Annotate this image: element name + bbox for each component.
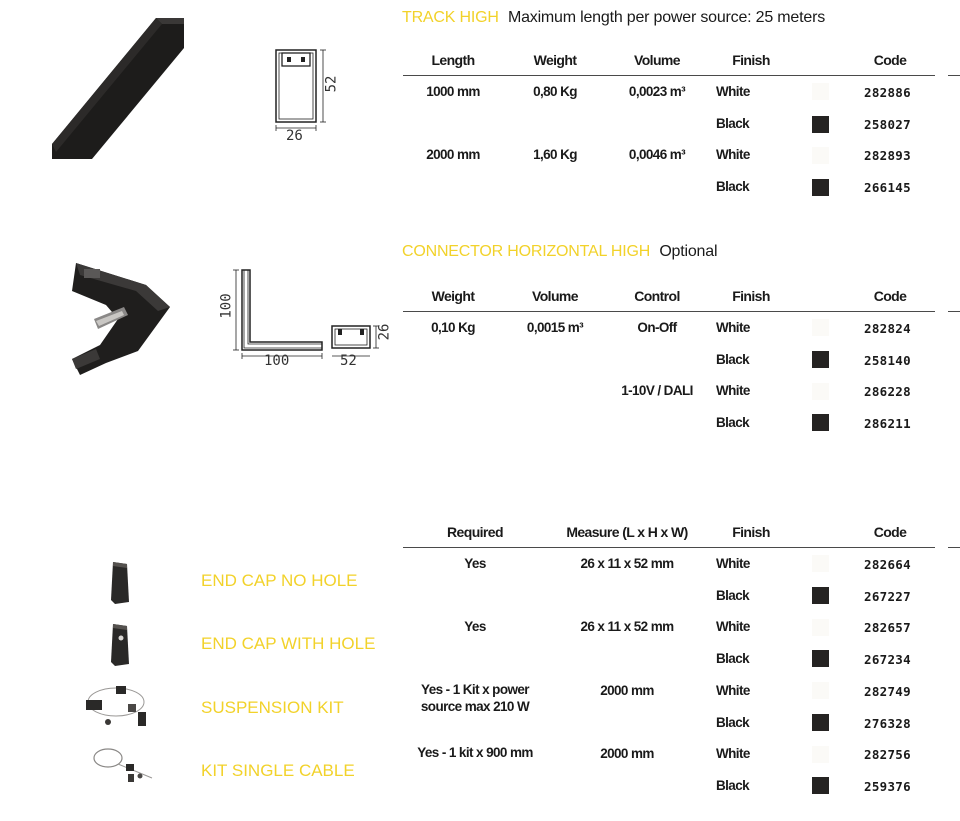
finish-swatch-black: [812, 116, 829, 133]
track-title: TRACK HIGH: [402, 9, 499, 26]
accessory-header-measure: Measure (L x H x W): [566, 524, 688, 540]
accessory-header-rule-ext: [948, 547, 960, 548]
connector-finish: Black: [716, 415, 750, 430]
connector-finish: White: [716, 320, 750, 335]
accessory-required: Yes: [464, 556, 486, 571]
accessory-measure: 2000 mm: [600, 683, 654, 698]
accessory-header-required: Required: [447, 524, 503, 540]
finish-swatch-white: [812, 555, 829, 572]
track-header-volume: Volume: [634, 52, 680, 68]
connector-heading: [402, 243, 717, 261]
track-weight: 0,80 Kg: [533, 84, 577, 99]
end-cap-with-hole-label: END CAP WITH HOLE: [201, 634, 376, 653]
track-height-dim: 52: [323, 75, 340, 93]
connector-control: On-Off: [637, 320, 677, 335]
accessory-header-code: Code: [873, 524, 907, 540]
accessory-finish: White: [716, 556, 750, 571]
track-weight: 1,60 Kg: [533, 147, 577, 162]
end-cap-no-hole-photo: [105, 560, 135, 606]
connector-profile-h-dim: 26: [376, 323, 393, 341]
accessory-code: 282749: [864, 684, 911, 699]
connector-header-finish: Finish: [732, 288, 770, 304]
finish-swatch-black: [812, 414, 829, 431]
track-finish: Black: [716, 116, 750, 131]
accessory-header-rule: [403, 547, 935, 548]
finish-swatch-black: [812, 587, 829, 604]
connector-volume: 0,0015 m³: [526, 320, 584, 335]
finish-swatch-black: [812, 777, 829, 794]
track-volume: 0,0046 m³: [628, 147, 686, 162]
accessory-code: 282657: [864, 620, 911, 635]
finish-swatch-white: [812, 319, 829, 336]
end-cap-with-hole-photo: [105, 622, 135, 668]
track-header-rule-ext: [948, 75, 960, 76]
finish-swatch-white: [812, 619, 829, 636]
connector-header-control: Control: [634, 288, 680, 304]
track-width-dim: 26: [286, 128, 303, 144]
kit-single-cable-photo: [88, 744, 156, 786]
track-header-rule: [403, 75, 935, 76]
track-code: 258027: [864, 117, 911, 132]
accessory-code: 267234: [864, 652, 911, 667]
connector-weight: 0,10 Kg: [431, 320, 475, 335]
accessory-finish: White: [716, 683, 750, 698]
accessory-finish: Black: [716, 715, 750, 730]
connector-subtitle: Optional: [659, 243, 718, 260]
connector-header-rule: [403, 311, 935, 312]
track-photo: [50, 14, 186, 159]
accessory-code: 276328: [864, 716, 911, 731]
connector-title: CONNECTOR HORIZONTAL HIGH: [402, 243, 651, 260]
track-length: 1000 mm: [426, 84, 480, 99]
connector-header-code: Code: [873, 288, 907, 304]
kit-single-cable-label: KIT SINGLE CABLE: [201, 761, 355, 780]
connector-header-rule-ext: [948, 311, 960, 312]
track-profile-drawing: [270, 44, 350, 148]
connector-side-a-dim: 100: [218, 293, 235, 319]
connector-finish: White: [716, 383, 750, 398]
track-header-length: Length: [431, 52, 475, 68]
accessory-required: Yes: [464, 619, 486, 634]
track-volume: 0,0023 m³: [628, 84, 686, 99]
connector-header-weight: Weight: [431, 288, 475, 304]
finish-swatch-black: [812, 179, 829, 196]
accessory-finish: White: [716, 619, 750, 634]
finish-swatch-black: [812, 351, 829, 368]
accessory-required-line1: Yes - 1 Kit x power: [421, 682, 529, 697]
track-subtitle: Maximum length per power source: 25 meters: [507, 9, 826, 26]
connector-code: 286211: [864, 416, 911, 431]
finish-swatch-white: [812, 383, 829, 400]
accessory-finish: Black: [716, 778, 750, 793]
suspension-kit-photo: [82, 680, 158, 734]
track-finish: White: [716, 147, 750, 162]
finish-swatch-white: [812, 746, 829, 763]
connector-profile-w-dim: 52: [340, 353, 357, 369]
track-code: 266145: [864, 180, 911, 195]
track-length: 2000 mm: [426, 147, 480, 162]
accessory-measure: 26 x 11 x 52 mm: [580, 619, 674, 634]
accessory-code: 282664: [864, 557, 911, 572]
accessory-code: 282756: [864, 747, 911, 762]
connector-code: 282824: [864, 321, 911, 336]
accessory-code: 259376: [864, 779, 911, 794]
finish-swatch-white: [812, 147, 829, 164]
connector-code: 258140: [864, 353, 911, 368]
suspension-kit-label: SUSPENSION KIT: [201, 698, 344, 717]
accessory-finish: Black: [716, 588, 750, 603]
track-header-code: Code: [873, 52, 907, 68]
finish-swatch-white: [812, 682, 829, 699]
track-finish: Black: [716, 179, 750, 194]
accessory-finish: White: [716, 746, 750, 761]
accessory-header-finish: Finish: [732, 524, 770, 540]
connector-header-volume: Volume: [532, 288, 578, 304]
track-heading: [402, 9, 825, 27]
connector-finish: Black: [716, 352, 750, 367]
accessory-measure: 2000 mm: [600, 746, 654, 761]
finish-swatch-black: [812, 650, 829, 667]
accessory-required-line2: source max 210 W: [420, 699, 530, 714]
accessory-finish: Black: [716, 651, 750, 666]
track-code: 282893: [864, 148, 911, 163]
accessory-required: Yes - 1 kit x 900 mm: [417, 745, 533, 760]
track-header-weight: Weight: [533, 52, 577, 68]
connector-photo: [66, 255, 178, 377]
finish-swatch-black: [812, 714, 829, 731]
finish-swatch-white: [812, 83, 829, 100]
track-code: 282886: [864, 85, 911, 100]
track-header-finish: Finish: [732, 52, 770, 68]
connector-side-b-dim: 100: [264, 353, 290, 369]
accessory-measure: 26 x 11 x 52 mm: [580, 556, 674, 571]
accessory-code: 267227: [864, 589, 911, 604]
end-cap-no-hole-label: END CAP NO HOLE: [201, 571, 358, 590]
track-finish: White: [716, 84, 750, 99]
connector-drawing: [216, 262, 392, 372]
connector-code: 286228: [864, 384, 911, 399]
connector-control: 1-10V / DALI: [621, 383, 693, 398]
